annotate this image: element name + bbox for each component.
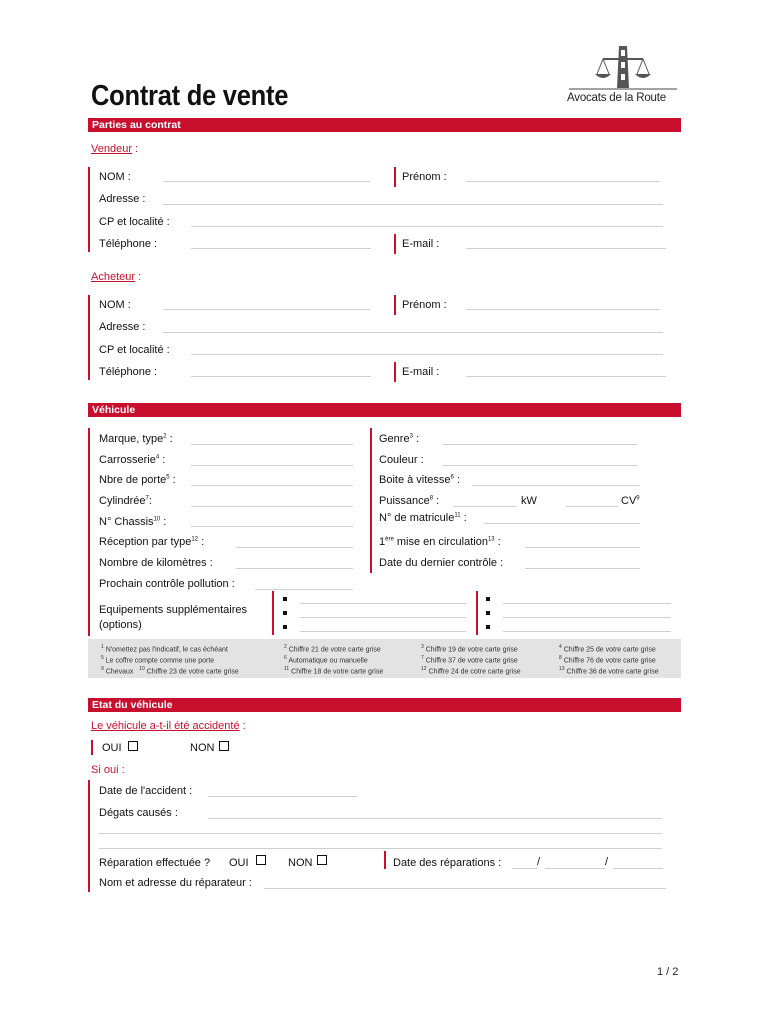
acheteur-bar — [88, 295, 90, 380]
vendeur-heading: Vendeur : — [91, 143, 139, 155]
vendeur-nom-label: NOM : — [99, 171, 131, 183]
carrosserie-label: Carrosserie$^4$ : — [99, 454, 166, 466]
vehicule-left-bar — [88, 428, 90, 636]
date-separator-1: / — [537, 856, 541, 868]
puissance-cv-field[interactable] — [566, 506, 618, 507]
vendeur-nom-field[interactable] — [163, 181, 370, 182]
mise-circulation-label: 1ère mise en circulation$^{13}$ : — [379, 536, 501, 548]
equip-bullet-5 — [486, 611, 490, 615]
equip-field-3[interactable] — [300, 631, 466, 632]
acheteur-cp-label: CP et localité : — [99, 344, 170, 356]
equipements-label: Equipements supplémentaires — [99, 604, 247, 616]
date-reparation-day-field[interactable] — [512, 868, 537, 869]
vendeur-adresse-label: Adresse : — [99, 193, 146, 205]
acheteur-adresse-label: Adresse : — [99, 321, 146, 333]
boite-label: Boite à vitesse$^6$ : — [379, 474, 461, 486]
couleur-label: Couleur : — [379, 454, 424, 466]
equip-field-5[interactable] — [503, 617, 671, 618]
reception-field[interactable] — [236, 547, 353, 548]
carrosserie-field[interactable] — [191, 465, 353, 466]
boite-field[interactable] — [472, 485, 640, 486]
acheteur-cp-field[interactable] — [191, 354, 663, 355]
acheteur-email-label: E-mail : — [402, 366, 440, 378]
date-reparation-month-field[interactable] — [545, 868, 605, 869]
equip-col1-bar — [272, 591, 274, 635]
equip-bullet-4 — [486, 597, 490, 601]
footnote-1: $^1$ N'omettez pas l'indicatif, le cas échéant — [101, 644, 228, 654]
portes-field[interactable] — [191, 485, 353, 486]
equip-col2-bar — [476, 591, 478, 635]
reparation-oui-checkbox[interactable] — [256, 855, 266, 865]
date-accident-field[interactable] — [208, 796, 357, 797]
footnote-11: $^{11}$ Chiffre 18 de votre carte grise — [284, 666, 384, 676]
marque-field[interactable] — [191, 444, 353, 445]
reparation-oui-label: OUI — [229, 857, 249, 869]
date-separator-2: / — [605, 856, 609, 868]
reparation-non-checkbox[interactable] — [317, 855, 327, 865]
section-parties-header: Parties au contrat — [88, 118, 681, 132]
acheteur-nom-label: NOM : — [99, 299, 131, 311]
accident-detail-bar — [88, 780, 90, 892]
date-reparation-year-field[interactable] — [613, 868, 663, 869]
chassis-label: N° Chassis$^{10}$ : — [99, 516, 167, 528]
acheteur-prenom-bar — [394, 295, 396, 315]
date-reparation-label: Date des réparations : — [393, 857, 502, 869]
reparateur-field[interactable] — [264, 888, 666, 889]
footnote-4: $^4$ Chiffre 25 de votre carte grise — [559, 644, 656, 654]
accident-non-label: NON — [190, 742, 215, 754]
vehicule-mid-bar — [370, 428, 372, 573]
equip-field-4[interactable] — [503, 603, 671, 604]
footnote-3: $^3$ Chiffre 19 de votre carte grise — [421, 644, 518, 654]
equip-bullet-6 — [486, 625, 490, 629]
equip-bullet-3 — [283, 625, 287, 629]
acheteur-tel-label: Téléphone : — [99, 366, 158, 378]
vendeur-adresse-field[interactable] — [163, 204, 663, 205]
pollution-field[interactable] — [255, 589, 353, 590]
genre-label: Genre$^3$ : — [379, 433, 420, 445]
section-vehicule-header: Véhicule — [88, 403, 681, 417]
vendeur-email-field[interactable] — [466, 248, 666, 249]
controle-field[interactable] — [525, 568, 640, 569]
equip-field-6[interactable] — [503, 631, 671, 632]
puissance-kw-field[interactable] — [453, 506, 517, 507]
equip-field-1[interactable] — [300, 603, 466, 604]
matricule-label: N° de matricule$^{11}$ : — [379, 512, 467, 524]
kw-unit: kW — [521, 495, 537, 507]
footnote-2: $^2$ Chiffre 21 de votre carte grise — [284, 644, 381, 654]
reparation-non-label: NON — [288, 857, 313, 869]
acheteur-prenom-label: Prénom : — [402, 299, 447, 311]
footnote-12: $^{12}$ Chiffre 24 de cotre carte grise — [421, 666, 521, 676]
acheteur-tel-field[interactable] — [191, 376, 371, 377]
reparateur-label: Nom et adresse du réparateur : — [99, 877, 252, 889]
equip-bullet-2 — [283, 611, 287, 615]
degats-field-1[interactable] — [208, 818, 662, 819]
acheteur-email-field[interactable] — [466, 376, 666, 377]
footnote-7: $^7$ Chiffre 37 de votre carte grise — [421, 655, 518, 665]
matricule-field[interactable] — [484, 523, 640, 524]
si-oui-label: Si oui : — [91, 764, 125, 776]
couleur-field[interactable] — [443, 465, 637, 466]
equipements-options-label: (options) — [99, 619, 142, 631]
date-reparation-bar — [384, 851, 386, 869]
acheteur-email-bar — [394, 362, 396, 382]
vendeur-tel-field[interactable] — [191, 248, 371, 249]
reparation-label: Réparation effectuée ? — [99, 857, 211, 869]
accident-answer-bar — [91, 740, 93, 755]
vendeur-email-bar — [394, 234, 396, 254]
vendeur-cp-field[interactable] — [191, 226, 663, 227]
equip-field-2[interactable] — [300, 617, 466, 618]
pollution-label: Prochain contrôle pollution : — [99, 578, 235, 590]
footnote-6: $^6$ Automatique ou manuelle — [284, 655, 368, 665]
accident-oui-checkbox[interactable] — [128, 741, 138, 751]
km-field[interactable] — [236, 568, 353, 569]
vendeur-prenom-field[interactable] — [466, 181, 660, 182]
degats-label: Dégats causés : — [99, 807, 178, 819]
acheteur-adresse-field[interactable] — [163, 332, 663, 333]
cylindree-label: Cylindrée$^7$: — [99, 495, 152, 507]
section-etat-header: Etat du véhicule — [88, 698, 681, 712]
vendeur-email-label: E-mail : — [402, 238, 440, 250]
km-label: Nombre de kilomètres : — [99, 557, 213, 569]
footnote-8: $^8$ Chiffre 76 de votre carte grise — [559, 655, 656, 665]
chassis-field[interactable] — [191, 526, 353, 527]
footnote-5: $^5$ Le coffre compte comme une porte — [101, 655, 215, 665]
genre-field[interactable] — [443, 444, 637, 445]
equip-bullet-1 — [283, 597, 287, 601]
acheteur-heading: Acheteur : — [91, 271, 142, 283]
vendeur-prenom-label: Prénom : — [402, 171, 447, 183]
mise-circulation-field[interactable] — [525, 547, 640, 548]
date-accident-label: Date de l'accident : — [99, 785, 193, 797]
vendeur-prenom-bar — [394, 167, 396, 187]
acheteur-prenom-field[interactable] — [466, 309, 660, 310]
cylindree-field[interactable] — [191, 506, 353, 507]
accident-oui-label: OUI — [102, 742, 122, 754]
acheteur-nom-field[interactable] — [163, 309, 370, 310]
degats-field-2[interactable] — [99, 833, 662, 834]
footnote-13: $^{13}$ Chiffre 36 de votre carte grise — [559, 666, 659, 676]
degats-field-3[interactable] — [99, 848, 662, 849]
marque-label: Marque, type$^2$ : — [99, 433, 173, 445]
portes-label: Nbre de porte$^5$ : — [99, 474, 176, 486]
cv-unit: $CV^9$ — [621, 495, 640, 507]
vendeur-bar — [88, 167, 90, 252]
puissance-label: Puissance$^8$ : — [379, 495, 440, 507]
accident-non-checkbox[interactable] — [219, 741, 229, 751]
controle-label: Date du dernier contrôle : — [379, 557, 504, 569]
logo-text: Avocats de la Route — [567, 92, 666, 104]
page-number: 1 / 2 — [657, 966, 679, 978]
accident-question: Le véhicule a-t-il été accidenté : — [91, 720, 246, 732]
document-title: Contrat de vente — [91, 80, 289, 112]
reception-label: Réception par type$^{12}$ : — [99, 536, 205, 548]
vendeur-cp-label: CP et localité : — [99, 216, 170, 228]
footnote-9-10: $^9$ Chevaux $^{10}$ Chiffre 23 de votre carte grise — [101, 666, 239, 676]
vendeur-tel-label: Téléphone : — [99, 238, 158, 250]
